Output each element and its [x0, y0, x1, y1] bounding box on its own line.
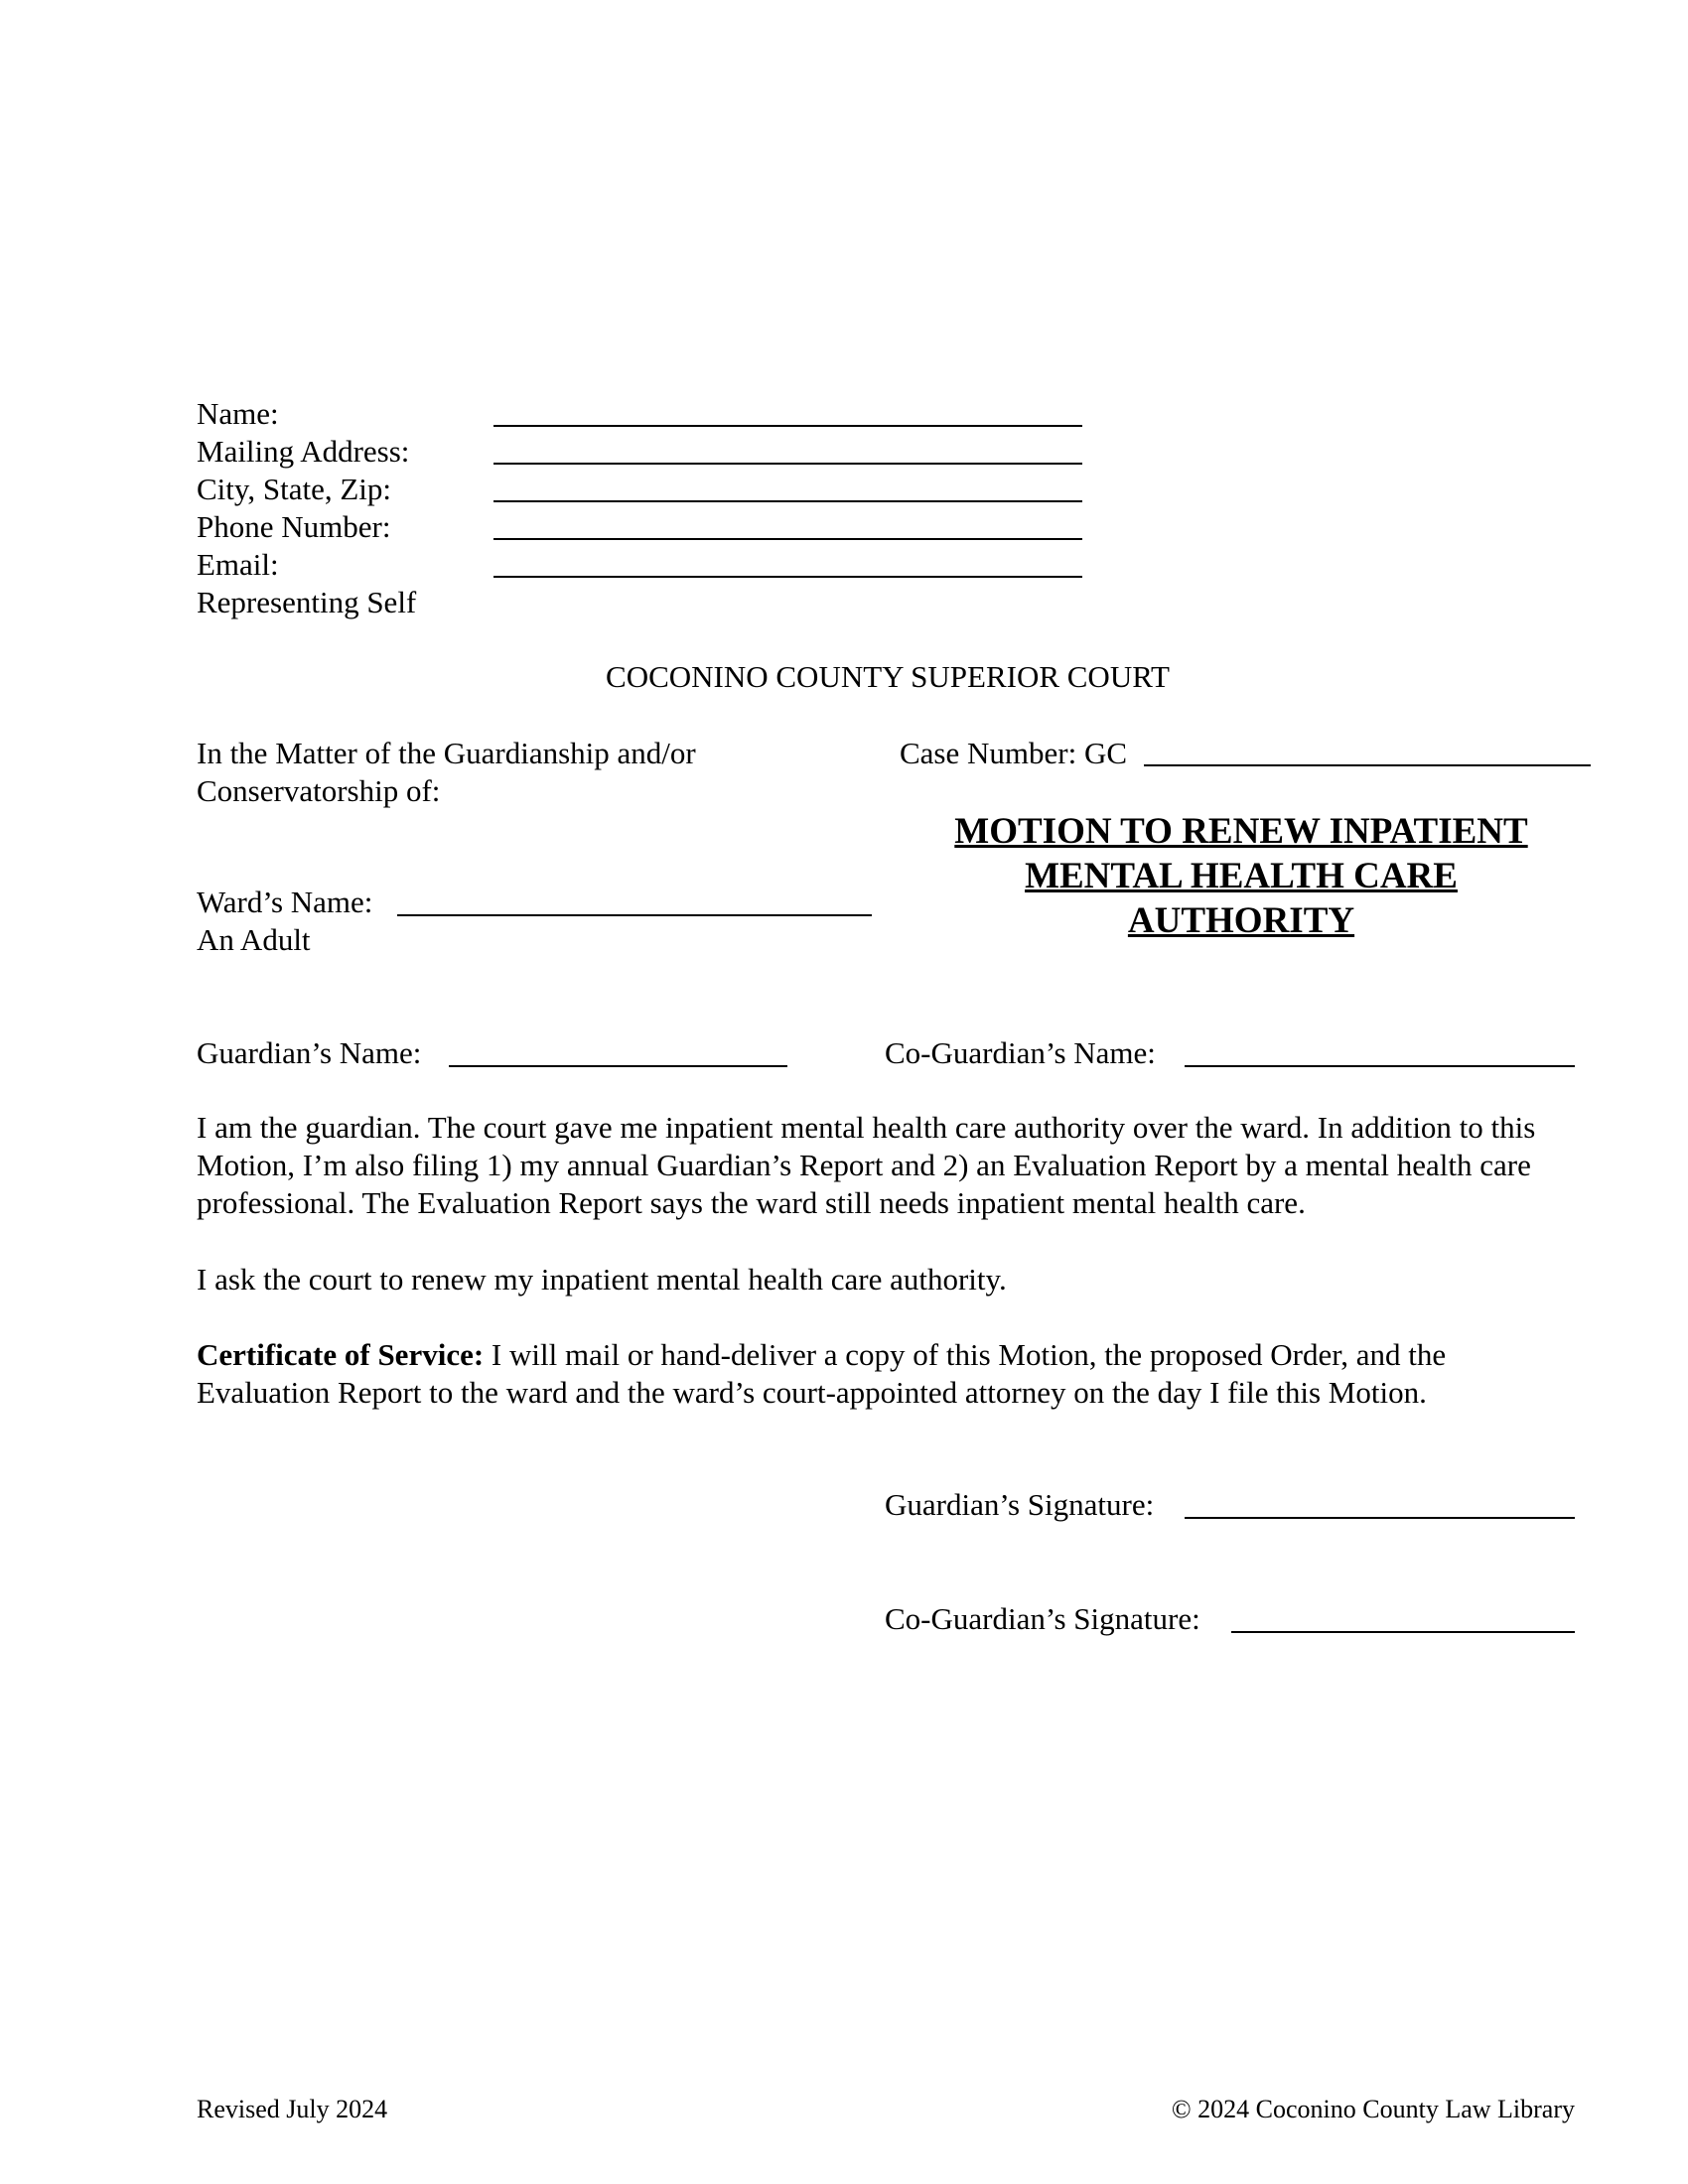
- co-guardian-signature-label: Co-Guardian’s Signature:: [885, 1601, 1200, 1636]
- court-name: COCONINO COUNTY SUPERIOR COURT: [606, 659, 1170, 694]
- matter-line-2: Conservatorship of:: [197, 773, 441, 808]
- mailing-address-field[interactable]: [493, 463, 1082, 465]
- case-number-label: Case Number: GC: [900, 736, 1128, 770]
- footer-copyright: © 2024 Coconino County Law Library: [1171, 2095, 1575, 2123]
- certificate-of-service-label: Certificate of Service:: [197, 1337, 485, 1372]
- email-field[interactable]: [493, 576, 1082, 578]
- email-label: Email:: [197, 547, 279, 582]
- body-paragraph-1: I am the guardian. The court gave me inpatient mental health care authority over the ward. In addition to this Motion, I’m also filing 1) my annual Guardian’s Report and 2) an Evaluation Report by a mental health care professional. The Evaluation Report says the ward still needs inpatient mental health care.: [197, 1110, 1536, 1220]
- document-title-line-1: MOTION TO RENEW INPATIENT: [954, 811, 1528, 852]
- city-state-zip-field[interactable]: [493, 500, 1082, 502]
- name-field[interactable]: [493, 425, 1082, 427]
- name-label: Name:: [197, 396, 279, 431]
- case-number-field[interactable]: [1144, 764, 1591, 766]
- body-paragraph-2: I ask the court to renew my inpatient mental health care authority.: [197, 1262, 1007, 1297]
- co-guardian-signature-field[interactable]: [1231, 1631, 1575, 1633]
- matter-line-1: In the Matter of the Guardianship and/or: [197, 736, 696, 770]
- ward-name-label: Ward’s Name:: [197, 885, 373, 919]
- footer-revised: Revised July 2024: [197, 2095, 388, 2123]
- guardian-signature-field[interactable]: [1185, 1517, 1575, 1519]
- phone-number-field[interactable]: [493, 538, 1082, 540]
- guardian-signature-label: Guardian’s Signature:: [885, 1487, 1155, 1522]
- document-title-line-2: MENTAL HEALTH CARE: [1025, 856, 1458, 896]
- co-guardian-name-field[interactable]: [1185, 1065, 1575, 1067]
- phone-number-label: Phone Number:: [197, 509, 391, 544]
- mailing-address-label: Mailing Address:: [197, 434, 410, 469]
- guardian-name-field[interactable]: [449, 1065, 787, 1067]
- representing-self-text: Representing Self: [197, 585, 417, 619]
- document-title-line-3: AUTHORITY: [1127, 900, 1355, 941]
- guardian-name-label: Guardian’s Name:: [197, 1035, 422, 1070]
- certificate-of-service: [197, 1336, 1587, 1412]
- an-adult-text: An Adult: [197, 922, 311, 957]
- certificate-of-service-text: I will mail or hand-deliver a copy of this Motion, the proposed Order, and the Evaluation Report to the ward and the ward’s court-appointed attorney on the day I file this Motion.: [197, 1337, 1447, 1410]
- ward-name-field[interactable]: [397, 914, 872, 916]
- co-guardian-name-label: Co-Guardian’s Name:: [885, 1035, 1156, 1070]
- city-state-zip-label: City, State, Zip:: [197, 472, 392, 506]
